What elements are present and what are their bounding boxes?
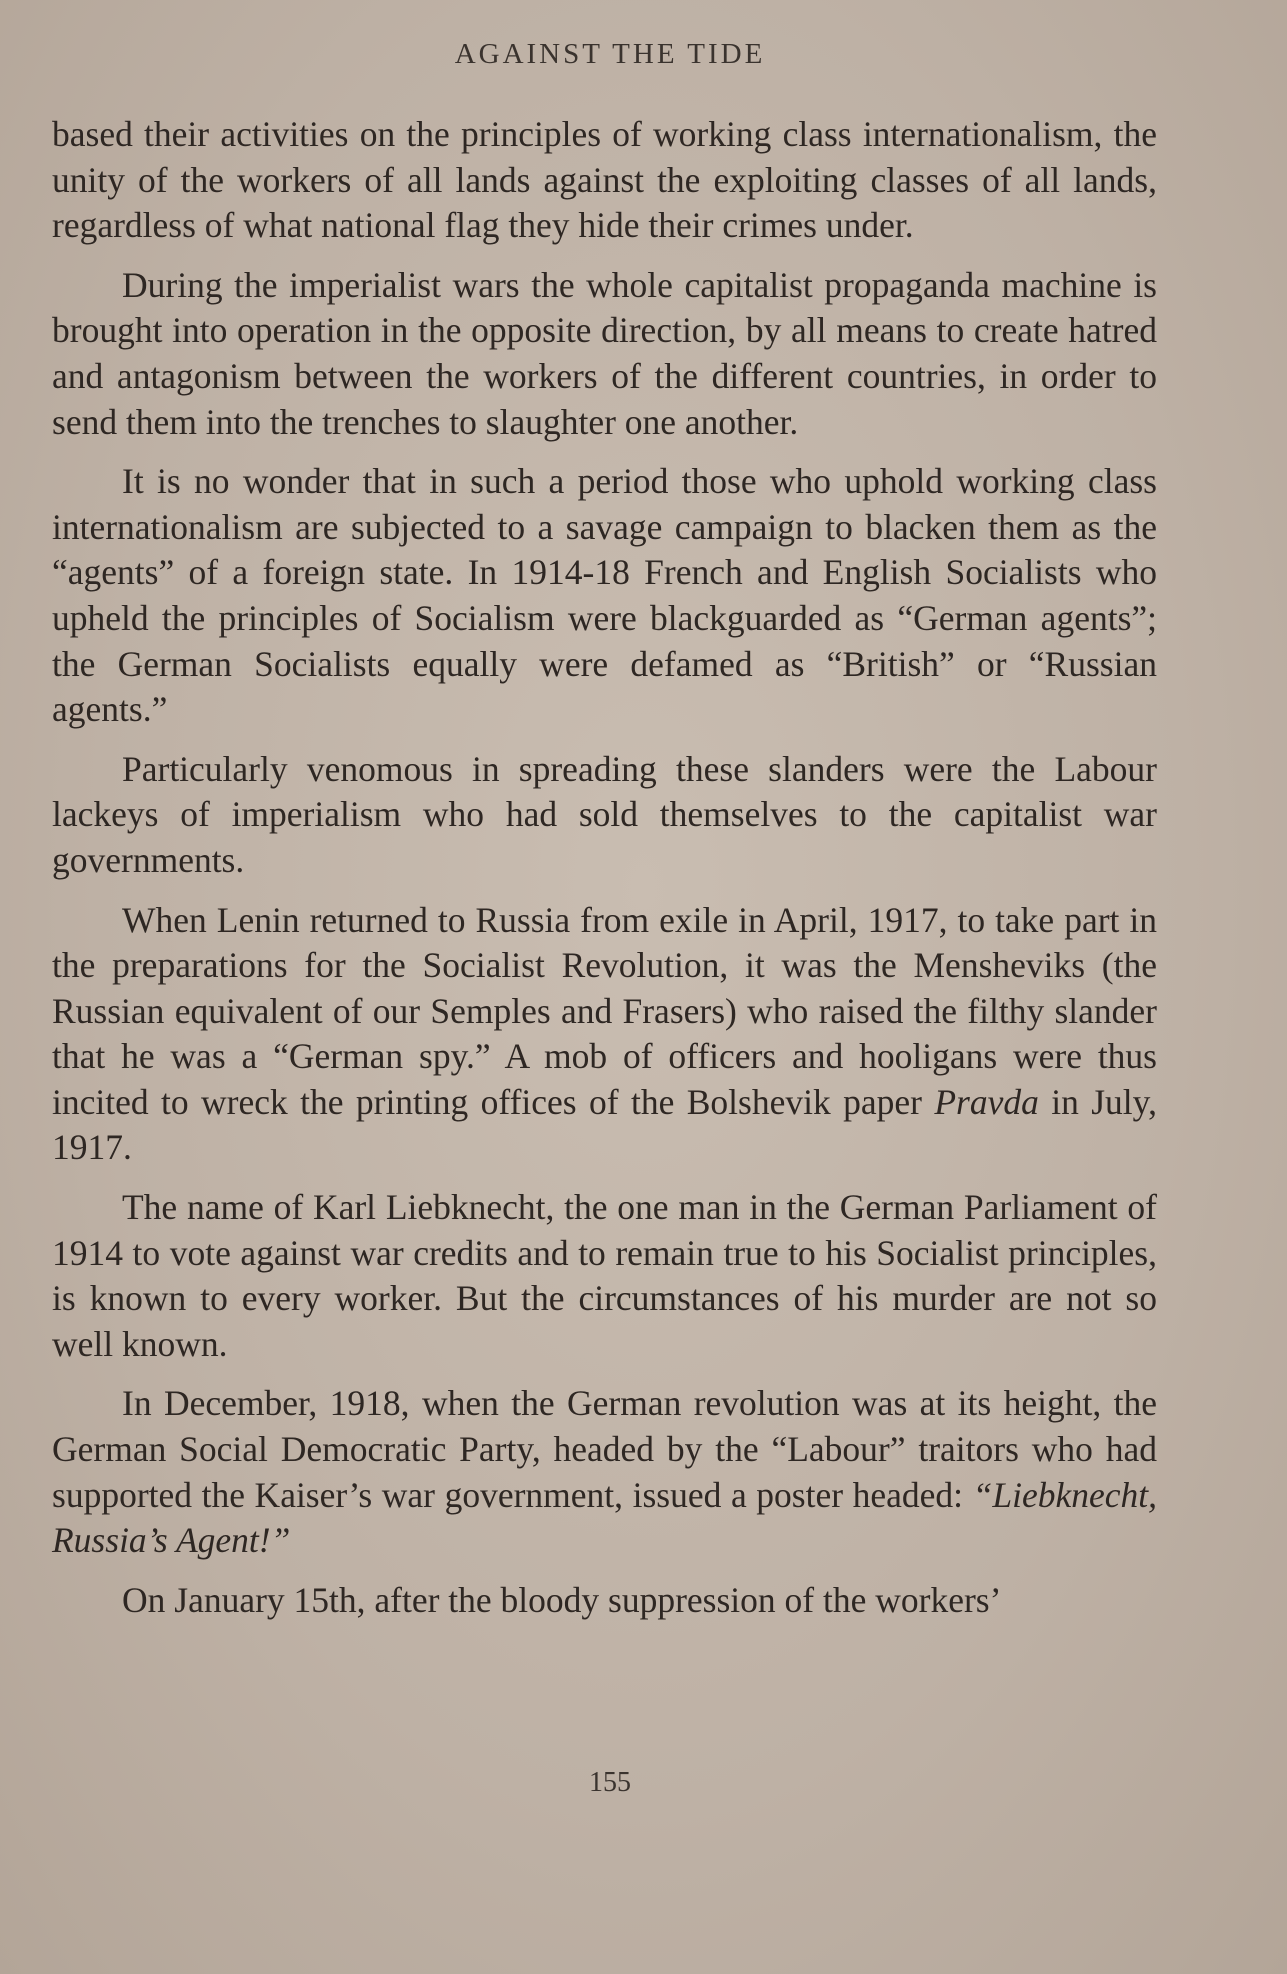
running-head: AGAINST THE TIDE	[454, 38, 766, 70]
paragraph-text: In December, 1918, when the German revolution was at its height, the German Social Democratic Party, headed by the “Labour” traitors who had supported the Kaiser’s war government, issued a poster headed:	[52, 1383, 1157, 1515]
paragraph: It is no wonder that in such a period those who uphold working class internationalism are subjected to a savage campaign to blacken them as the “agents” of a foreign state. In 1914-18 French and English Socialists who upheld the principles of Socialism were blackguarded as “German agents”; the German Socialists equally were defamed as “British” or “Russian agents.”	[52, 461, 1157, 730]
poster-headline: “Liebknecht, Russia’s Agent!”	[52, 1474, 1157, 1561]
paragraph-text: When Lenin returned to Russia from exile in April, 1917, to take part in the preparations for the Socialist Revolution, it was the Mensheviks (the Russian equivalent of our Semples and Frasers) who raised the filthy slander that he was a “German spy.” A mob of officers and hooligans were thus incited to wreck the printing offices of the Bolshevik paper	[52, 899, 1157, 1122]
paragraph: During the imperialist wars the whole capitalist propaganda machine is brought into operation in the opposite direction, by all means to create hatred and antagonism between the workers of the different countries, in order to send them into the trenches to slaughter one another.	[52, 264, 1157, 442]
paragraph	[52, 898, 1157, 1172]
paragraph: Particularly venomous in spreading these slanders were the Labour lackeys of imperialism who had sold themselves to the capitalist war governments.	[52, 748, 1157, 880]
paragraph: based their activities on the principles of working class internationalism, the unity of the workers of all lands against the exploiting classes of all lands, regardless of what national flag they hide their crimes under.	[52, 114, 1157, 246]
body-text	[52, 112, 1157, 1637]
paragraph: On January 15th, after the bloody suppression of the workers’	[122, 1579, 1002, 1620]
paragraph-text: in July, 1917.	[52, 1081, 1157, 1168]
newspaper-title: Pravda	[934, 1081, 1039, 1122]
page-number: 155	[589, 1767, 631, 1798]
paragraph: The name of Karl Liebknecht, the one man in the German Parliament of 1914 to vote against war credits and to remain true to his Socialist principles, is known to every worker. But the circumstances of his murder are not so well known.	[52, 1187, 1157, 1364]
paragraph	[52, 1381, 1157, 1563]
